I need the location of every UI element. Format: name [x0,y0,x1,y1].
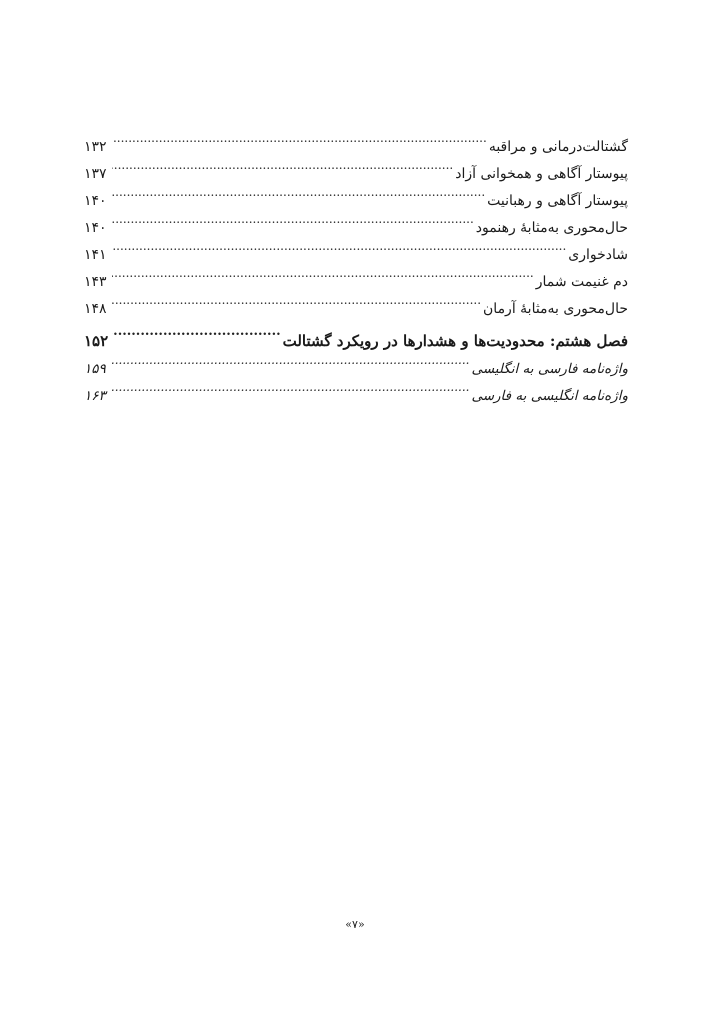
toc-entry-title: شادخواری [568,247,628,263]
toc-entry[interactable] [84,124,628,155]
toc-glossary-page: ۱۵۹ [84,361,106,377]
toc-entry[interactable] [84,259,628,290]
toc-entry-title: گشتالت‌درمانی و مراقبه [488,139,628,155]
toc-entry-page: ۱۴۰ [84,193,107,209]
dot-leader [112,232,566,259]
toc-entry-title: پیوستار آگاهی و رهبانیت [487,193,628,209]
toc-entry-title: دم غنیمت شمار [535,274,628,290]
table-of-contents [84,124,628,404]
toc-entry-title: حال‌محوری به‌مثابهٔ رهنمود [475,220,628,236]
toc-entry-page: ۱۴۰ [84,220,107,236]
toc-entry-title: پیوستار آگاهی و همخوانی آزاد [455,166,628,182]
toc-entry-page: ۱۴۸ [84,301,107,317]
dot-leader [112,151,453,178]
dot-leader [112,286,481,313]
toc-chapter-page: ۱۵۲ [84,332,109,350]
toc-entry-title: حال‌محوری به‌مثابهٔ آرمان [483,301,628,317]
toc-entry-page: ۱۳۷ [84,166,107,182]
dot-leader [112,205,474,232]
dot-leader [112,373,469,400]
dot-leader [112,259,534,286]
toc-glossary-title: واژه‌نامه انگلیسی به فارسی [471,388,628,404]
toc-entry-page: ۱۳۲ [84,139,107,155]
toc-entry-page: ۱۴۳ [84,274,107,290]
toc-glossary-page: ۱۶۳ [84,388,106,404]
dot-leader [112,315,281,346]
dot-leader [112,124,487,151]
page-number-footer: «۷» [345,918,365,931]
toc-entry-page: ۱۴۱ [84,247,107,263]
toc-chapter-title: فصل هشتم: محدودیت‌ها و هشدارها در رویکرد گشتالت [282,332,628,350]
dot-leader [112,178,485,205]
dot-leader [112,346,469,373]
toc-entry[interactable] [84,232,628,263]
toc-glossary-title: واژه‌نامه فارسی به انگلیسی [471,361,628,377]
